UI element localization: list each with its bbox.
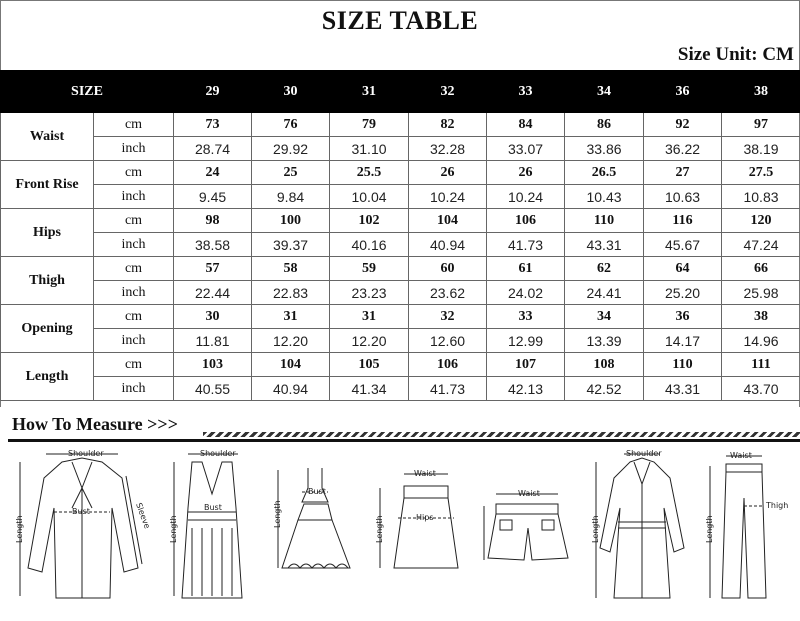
cm-value-cell: 92 [644,113,722,137]
inch-value-cell: 14.17 [644,329,722,353]
cm-value-cell: 31 [252,305,330,329]
inch-value-cell: 39.37 [252,233,330,257]
unit-cell: inch [94,185,174,209]
unit-cell: cm [94,209,174,233]
cm-value-cell: 106 [487,209,565,233]
inch-value-cell: 10.24 [409,185,487,209]
measure-row-inch [1,233,800,257]
unit-cell: cm [94,353,174,377]
size-header-cell: 31 [330,71,409,113]
inch-value-cell: 31.10 [330,137,409,161]
cm-value-cell: 25 [252,161,330,185]
inch-value-cell: 12.60 [409,329,487,353]
cm-value-cell: 60 [409,257,487,281]
cm-value-cell: 84 [487,113,565,137]
measure-row-cm [1,257,800,281]
measurement-name: Hips [1,209,94,257]
length-label: Length [273,500,282,528]
measure-row-cm [1,353,800,377]
size-header-cell: 32 [409,71,487,113]
inch-value-cell: 36.22 [644,137,722,161]
inch-value-cell: 43.70 [722,377,800,401]
shoulder-label: Shoulder [626,449,662,458]
inch-value-cell: 22.83 [252,281,330,305]
inch-value-cell: 12.99 [487,329,565,353]
cm-value-cell: 31 [330,305,409,329]
cm-value-cell: 110 [644,353,722,377]
inch-value-cell: 43.31 [644,377,722,401]
inch-value-cell: 42.13 [487,377,565,401]
cm-value-cell: 34 [565,305,644,329]
cm-value-cell: 58 [252,257,330,281]
bust-label: Bust [308,487,326,496]
inch-value-cell: 40.94 [409,233,487,257]
tank-top-measure-figure [162,448,262,613]
measure-row-inch [1,281,800,305]
measurement-name: Opening [1,305,94,353]
inch-value-cell: 10.63 [644,185,722,209]
measure-row-inch [1,185,800,209]
dress-measure-figure [272,448,364,613]
cm-value-cell: 103 [174,353,252,377]
cm-value-cell: 106 [409,353,487,377]
size-header-cell: 36 [644,71,722,113]
cm-value-cell: 57 [174,257,252,281]
shorts-measure-figure [480,448,580,613]
cm-value-cell: 107 [487,353,565,377]
size-header-cell: 29 [174,71,252,113]
shoulder-label: Shoulder [200,449,236,458]
size-header-cell: 33 [487,71,565,113]
inch-value-cell: 33.07 [487,137,565,161]
size-table [0,70,800,401]
inch-value-cell: 13.39 [565,329,644,353]
inch-value-cell: 28.74 [174,137,252,161]
cm-value-cell: 105 [330,353,409,377]
inch-value-cell: 9.45 [174,185,252,209]
measurement-name: Thigh [1,257,94,305]
inch-value-cell: 22.44 [174,281,252,305]
cm-value-cell: 111 [722,353,800,377]
cm-value-cell: 108 [565,353,644,377]
unit-cell: inch [94,137,174,161]
divider [8,439,800,442]
cm-value-cell: 26.5 [565,161,644,185]
unit-cell: cm [94,257,174,281]
size-header-cell: 30 [252,71,330,113]
measure-row-inch [1,377,800,401]
size-header-label: SIZE [1,71,174,113]
unit-cell: inch [94,329,174,353]
unit-cell: inch [94,233,174,257]
measurement-name: Length [1,353,94,401]
shoulder-label: Shoulder [68,449,104,458]
inch-value-cell: 23.62 [409,281,487,305]
waist-label: Waist [414,469,436,478]
size-header-cell: 34 [565,71,644,113]
blouse-measure-figure [10,448,160,613]
thigh-label: Thigh [766,501,789,510]
unit-cell: cm [94,161,174,185]
inch-value-cell: 10.43 [565,185,644,209]
inch-value-cell: 47.24 [722,233,800,257]
unit-cell: cm [94,113,174,137]
size-unit-label: Size Unit: CM [677,44,794,65]
waist-label: Waist [730,451,752,460]
inch-value-cell: 10.04 [330,185,409,209]
cm-value-cell: 100 [252,209,330,233]
size-header-cell: 38 [722,71,800,113]
inch-value-cell: 24.02 [487,281,565,305]
cm-value-cell: 30 [174,305,252,329]
measurement-name: Waist [1,113,94,161]
inch-value-cell: 10.83 [722,185,800,209]
size-header-row [1,71,800,113]
measure-row-cm [1,305,800,329]
inch-value-cell: 40.16 [330,233,409,257]
inch-value-cell: 41.73 [487,233,565,257]
inch-value-cell: 38.19 [722,137,800,161]
cm-value-cell: 66 [722,257,800,281]
inch-value-cell: 25.98 [722,281,800,305]
bust-label: Bust [204,503,222,512]
inch-value-cell: 12.20 [330,329,409,353]
cm-value-cell: 110 [565,209,644,233]
cm-value-cell: 62 [565,257,644,281]
inch-value-cell: 29.92 [252,137,330,161]
cm-value-cell: 36 [644,305,722,329]
cm-value-cell: 98 [174,209,252,233]
cm-value-cell: 76 [252,113,330,137]
cm-value-cell: 27 [644,161,722,185]
length-label: Length [169,515,178,543]
inch-value-cell: 41.34 [330,377,409,401]
measure-row-cm [1,113,800,137]
pants-measure-figure [700,448,796,613]
measure-row-cm [1,161,800,185]
length-label: Length [15,515,24,543]
cm-value-cell: 64 [644,257,722,281]
cm-value-cell: 82 [409,113,487,137]
cm-value-cell: 86 [565,113,644,137]
cm-value-cell: 61 [487,257,565,281]
waist-label: Waist [518,489,540,498]
length-label: Length [705,515,714,543]
inch-value-cell: 14.96 [722,329,800,353]
cm-value-cell: 32 [409,305,487,329]
cm-value-cell: 104 [409,209,487,233]
unit-cell: inch [94,377,174,401]
cm-value-cell: 120 [722,209,800,233]
sleeve-label: Sleeve [134,501,152,530]
inch-value-cell: 23.23 [330,281,409,305]
how-to-measure-title: How To Measure >>> [12,414,178,434]
length-label: Length [591,515,600,543]
cm-value-cell: 38 [722,305,800,329]
hips-label: Hips [416,513,434,522]
inch-value-cell: 42.52 [565,377,644,401]
cm-value-cell: 59 [330,257,409,281]
cm-value-cell: 104 [252,353,330,377]
bust-label: Bust [72,507,90,516]
cm-value-cell: 26 [409,161,487,185]
measure-row-inch [1,329,800,353]
inch-value-cell: 11.81 [174,329,252,353]
inch-value-cell: 38.58 [174,233,252,257]
inch-value-cell: 32.28 [409,137,487,161]
unit-cell: cm [94,305,174,329]
cm-value-cell: 26 [487,161,565,185]
cm-value-cell: 73 [174,113,252,137]
measurement-name: Front Rise [1,161,94,209]
cm-value-cell: 25.5 [330,161,409,185]
cm-value-cell: 79 [330,113,409,137]
cm-value-cell: 102 [330,209,409,233]
inch-value-cell: 43.31 [565,233,644,257]
inch-value-cell: 9.84 [252,185,330,209]
cm-value-cell: 33 [487,305,565,329]
decorative-stripe [203,432,800,437]
measure-row-cm [1,209,800,233]
inch-value-cell: 24.41 [565,281,644,305]
inch-value-cell: 25.20 [644,281,722,305]
measure-row-inch [1,137,800,161]
length-label: Length [375,515,384,543]
inch-value-cell: 12.20 [252,329,330,353]
inch-value-cell: 10.24 [487,185,565,209]
unit-cell: inch [94,281,174,305]
cm-value-cell: 97 [722,113,800,137]
coat-measure-figure [588,448,698,613]
page-title: SIZE TABLE [321,6,479,35]
inch-value-cell: 40.55 [174,377,252,401]
cm-value-cell: 27.5 [722,161,800,185]
skirt-measure-figure [370,448,472,613]
inch-value-cell: 40.94 [252,377,330,401]
inch-value-cell: 41.73 [409,377,487,401]
cm-value-cell: 24 [174,161,252,185]
how-to-measure-header [8,412,800,438]
inch-value-cell: 45.67 [644,233,722,257]
cm-value-cell: 116 [644,209,722,233]
inch-value-cell: 33.86 [565,137,644,161]
